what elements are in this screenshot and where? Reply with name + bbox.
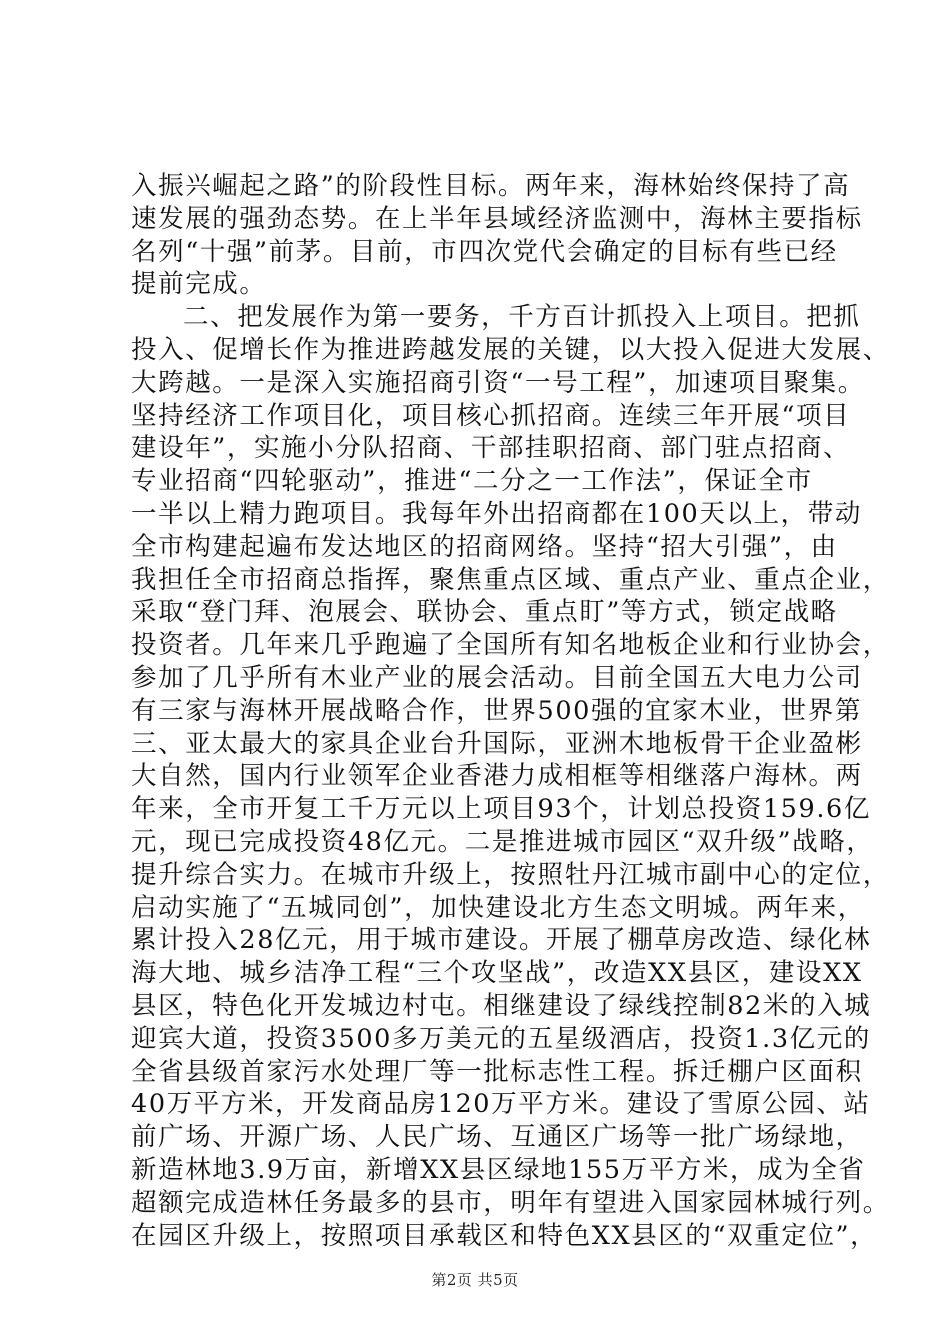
text-line: 县区，特色化开发城边村屯。相继建设了绿线控制82米的入城: [131, 990, 872, 1021]
text-line: 名列“十强”前茅。目前，市四次党代会确定的目标有些已经: [131, 236, 838, 267]
text-line: 一半以上精力跑项目。我每年外出招商都在100天以上，带动: [131, 498, 862, 529]
text-line: 累计投入28亿元，用于城市建设。开展了棚草房改造、绿化林: [131, 925, 872, 956]
text-line: 全省县级首家污水处理厂等一批标志性工程。拆迁棚户区面积: [131, 1056, 863, 1087]
text-line: 迎宾大道，投资3500多万美元的五星级酒店，投资1.3亿元的: [131, 1023, 871, 1054]
text-line: 启动实施了“五城同创”，加快建设北方生态文明城。两年来，: [131, 892, 865, 923]
text-line: 我担任全市招商总指挥，聚焦重点区域、重点产业、重点企业，: [131, 564, 890, 595]
text-line: 建设年”，实施小分队招商、干部挂职招商、部门驻点招商、: [131, 433, 851, 464]
text-line: 前广场、开源广场、人民广场、互通区广场等一批广场绿地，: [131, 1122, 863, 1153]
text-line: 入振兴崛起之路”的阶段性目标。两年来，海林始终保持了高: [131, 171, 851, 201]
text-line: 海大地、城乡洁净工程“三个攻坚战”，改造XX县区，建设XX: [131, 958, 863, 989]
text-line: 新造林地3.9万亩，新增XX县区绿地155万平方米，成为全省: [131, 1154, 866, 1185]
text-line: 全市构建起遍布发达地区的招商网络。坚持“招大引强”，由: [131, 531, 838, 562]
document-body: [131, 170, 890, 1252]
text-line: 大跨越。一是深入实施招商引资“一号工程”，加速项目聚集。: [131, 367, 865, 398]
paragraph-start-line: 二、把发展作为第一要务，千方百计抓投入上项目。把抓: [183, 302, 861, 333]
text-line: 专业招商“四轮驱动”，推进“二分之一工作法”，保证全市: [131, 466, 813, 497]
text-line: 超额完成造林任务最多的县市，明年有望进入国家园林城行列。: [131, 1187, 890, 1218]
text-line: 采取“登门拜、泡展会、联协会、重点盯”等方式，锁定战略: [131, 597, 838, 628]
text-line: 提前完成。: [131, 269, 267, 300]
text-line: 投入、促增长作为推进跨越发展的关键，以大投入促进大发展、: [131, 334, 890, 365]
text-line: 坚持经济工作项目化，项目核心抓招商。连续三年开展“项目: [131, 400, 851, 431]
text-line: 速发展的强劲态势。在上半年县域经济监测中，海林主要指标: [131, 203, 863, 234]
page-number-footer: 第2页 共5页: [431, 1271, 519, 1289]
text-line: 40万平方米，开发商品房120万平方米。建设了雪原公园、站: [131, 1089, 871, 1120]
text-line: 元，现已完成投资48亿元。二是推进城市园区“双升级”战略，: [131, 826, 874, 857]
text-line: 有三家与海林开展战略合作，世界500强的宜家木业，世界第: [131, 695, 862, 726]
text-line: 年来，全市开复工千万元以上项目93个，计划总投资159.6亿: [131, 794, 871, 825]
text-line: 三、亚太最大的家具企业台升国际，亚洲木地板骨干企业盈彬: [131, 728, 863, 759]
text-line: 投资者。几年来几乎跑遍了全国所有知名地板企业和行业协会，: [131, 630, 890, 661]
text-line: 提升综合实力。在城市升级上，按照牡丹江城市副中心的定位，: [131, 859, 890, 890]
text-line: 参加了几乎所有木业产业的展会活动。目前全国五大电力公司: [131, 662, 863, 693]
text-line: 在园区升级上，按照项目承载区和特色XX县区的“双重定位”，: [131, 1220, 878, 1251]
text-line: 大自然，国内行业领军企业香港力成相框等相继落户海林。两: [131, 761, 863, 792]
